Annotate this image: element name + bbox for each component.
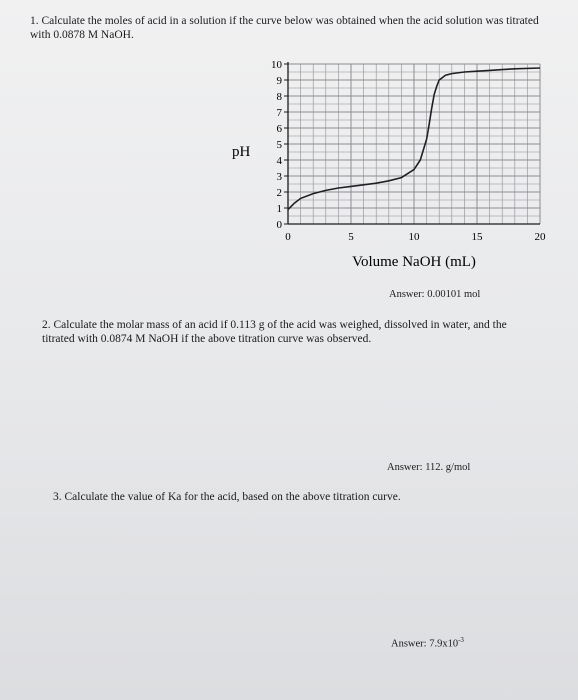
answer-3-exponent: -3 xyxy=(458,636,464,644)
y-tick-label: 7 xyxy=(276,107,282,119)
y-tick-label: 1 xyxy=(276,203,282,215)
chart-grid xyxy=(288,64,540,224)
y-tick-label: 4 xyxy=(276,155,282,167)
x-tick-label: 5 xyxy=(348,231,354,243)
y-tick-label: 0 xyxy=(276,219,282,231)
y-tick-label: 8 xyxy=(276,91,282,103)
y-tick-label: 9 xyxy=(276,75,282,87)
answer-3 xyxy=(391,636,464,650)
y-tick-label: 5 xyxy=(276,139,282,151)
x-tick-label: 0 xyxy=(285,231,291,243)
y-tick-label: 2 xyxy=(276,187,282,199)
y-tick-label: 10 xyxy=(271,59,282,71)
answer-3-base: Answer: 7.9x10 xyxy=(391,638,459,650)
x-tick-label: 10 xyxy=(408,231,420,243)
y-tick-label: 3 xyxy=(276,171,282,183)
y-axis-label: pH xyxy=(232,144,251,160)
x-tick-label: 15 xyxy=(471,231,483,243)
question-3-text: 3. Calculate the value of Ka for the acid, based on the above titration curve. xyxy=(53,491,401,503)
x-tick-label: 20 xyxy=(534,231,546,243)
titration-curve-chart xyxy=(0,0,578,290)
y-axis-ticks xyxy=(271,59,288,231)
x-axis-label: Volume NaOH (mL) xyxy=(352,254,476,270)
question-1-text: 1. Calculate the moles of acid in a solution if the curve below was obtained when the acid solution was titrated with 0.0878 M NaOH. xyxy=(30,15,539,41)
answer-2: Answer: 112. g/mol xyxy=(387,462,471,473)
question-2-text: 2. Calculate the molar mass of an acid if 0.113 g of the acid was weighed, dissolved in water, and the titrated with 0.0874 M NaOH if the above titration curve was observed. xyxy=(42,319,507,345)
y-tick-label: 6 xyxy=(276,123,282,135)
x-axis-ticks xyxy=(285,231,546,243)
answer-1: Answer: 0.00101 mol xyxy=(389,289,481,300)
